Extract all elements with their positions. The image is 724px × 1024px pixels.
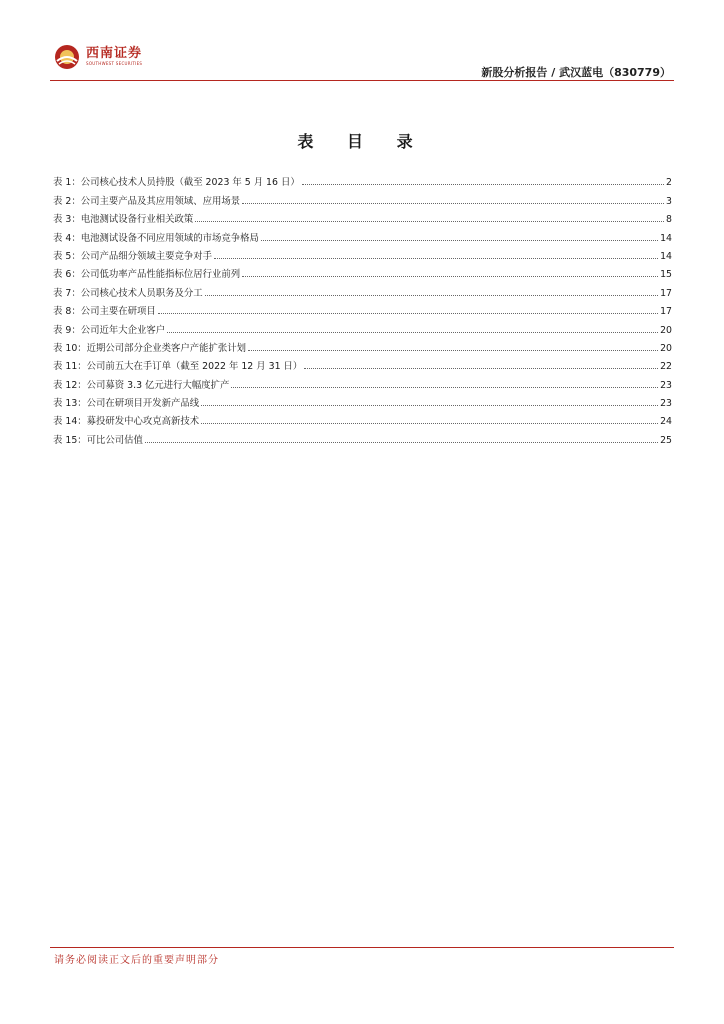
- toc-entry-label[interactable]: 表 9：公司近年大企业客户: [53, 324, 166, 336]
- toc-entry[interactable]: [53, 336, 672, 354]
- toc-entry-page[interactable]: 25: [660, 434, 672, 446]
- logo-name-en: SOUTHWEST SECURITIES: [86, 61, 143, 66]
- toc-dot-leader: [214, 258, 658, 259]
- toc-entry-label[interactable]: 表 6：公司低功率产品性能指标位居行业前列: [53, 269, 241, 281]
- toc-entry-page[interactable]: 17: [660, 306, 672, 318]
- toc-entry-label[interactable]: 表 5：公司产品细分领域主要竞争对手: [53, 250, 212, 262]
- toc-dot-leader: [304, 368, 658, 369]
- toc-entry-label[interactable]: 表 7：公司核心技术人员职务及分工: [53, 287, 203, 299]
- toc-entry[interactable]: [53, 280, 672, 298]
- toc-entry-page[interactable]: 20: [660, 324, 672, 336]
- toc-dot-leader: [242, 276, 658, 277]
- toc-entry-label[interactable]: 表 1：公司核心技术人员持股（截至 2023 年 5 月 16 日）: [53, 177, 300, 189]
- toc-entry[interactable]: [53, 299, 672, 317]
- toc-entry-label[interactable]: 表 14：募投研发中心攻克高新技术: [53, 416, 200, 428]
- toc-entry[interactable]: [53, 188, 672, 206]
- toc-title: 表 目 录: [297, 132, 427, 151]
- toc-entry-label[interactable]: 表 3：电池测试设备行业相关政策: [53, 214, 194, 226]
- toc-entry[interactable]: [53, 427, 672, 445]
- toc-entry[interactable]: [53, 244, 672, 262]
- toc-entry-page[interactable]: 23: [660, 379, 672, 391]
- toc-entry-label[interactable]: 表 2：公司主要产品及其应用领域、应用场景: [53, 195, 241, 207]
- toc-dot-leader: [205, 295, 658, 296]
- toc-entry[interactable]: [53, 409, 672, 427]
- toc-entry-page[interactable]: 2: [666, 177, 672, 189]
- toc-dot-leader: [145, 442, 658, 443]
- toc-dot-leader: [261, 240, 658, 241]
- toc-entry[interactable]: [53, 225, 672, 243]
- toc-entry[interactable]: [53, 372, 672, 390]
- toc-dot-leader: [231, 387, 658, 388]
- toc-dot-leader: [201, 423, 658, 424]
- toc-entry[interactable]: [53, 391, 672, 409]
- toc-entry-page[interactable]: 3: [666, 195, 672, 207]
- toc-dot-leader: [167, 332, 658, 333]
- toc-entry[interactable]: [53, 207, 672, 225]
- toc-entry[interactable]: [53, 354, 672, 372]
- toc-dot-leader: [201, 405, 658, 406]
- toc-entry-page[interactable]: 17: [660, 287, 672, 299]
- toc-entry-label[interactable]: 表 10：近期公司部分企业类客户产能扩张计划: [53, 342, 247, 354]
- company-logo: [54, 44, 142, 70]
- toc-dot-leader: [248, 350, 658, 351]
- toc-dot-leader: [242, 203, 664, 204]
- toc-entry-label[interactable]: 表 13：公司在研项目开发新产品线: [53, 398, 200, 410]
- toc-entry-label[interactable]: 表 15：可比公司估值: [53, 434, 143, 446]
- footer-notice: 请务必阅读正文后的重要声明部分: [54, 955, 219, 966]
- footer-divider: [50, 947, 674, 948]
- toc-dot-leader: [302, 184, 664, 185]
- toc-entry-label[interactable]: 表 8：公司主要在研项目: [53, 306, 156, 318]
- report-title: 新股分析报告 / 武汉蓝电（830779）: [481, 66, 671, 79]
- toc-entry-page[interactable]: 20: [660, 342, 672, 354]
- toc-entry-page[interactable]: 8: [666, 214, 672, 226]
- toc-entry-page[interactable]: 23: [660, 398, 672, 410]
- toc-dot-leader: [158, 313, 658, 314]
- toc-entry-page[interactable]: 22: [660, 361, 672, 373]
- toc-entry-page[interactable]: 15: [660, 269, 672, 281]
- page-header: [0, 0, 724, 82]
- toc-entry-page[interactable]: 14: [660, 250, 672, 262]
- toc-entry[interactable]: [53, 262, 672, 280]
- toc-entry-label[interactable]: 表 11：公司前五大在手订单（截至 2022 年 12 月 31 日）: [53, 361, 303, 373]
- toc-entry-page[interactable]: 24: [660, 416, 672, 428]
- header-divider: [50, 80, 674, 81]
- toc-entry[interactable]: [53, 317, 672, 335]
- logo-name-cn: 西南证券: [86, 46, 143, 61]
- toc-entry-label[interactable]: 表 12：公司募资 3.3 亿元进行大幅度扩产: [53, 379, 230, 391]
- toc-entry-label[interactable]: 表 4：电池测试设备不同应用领域的市场竞争格局: [53, 232, 259, 244]
- logo-emblem-icon: [54, 44, 80, 70]
- toc-entry[interactable]: [53, 170, 672, 188]
- table-of-contents: [53, 170, 672, 446]
- toc-dot-leader: [195, 221, 664, 222]
- toc-entry-page[interactable]: 14: [660, 232, 672, 244]
